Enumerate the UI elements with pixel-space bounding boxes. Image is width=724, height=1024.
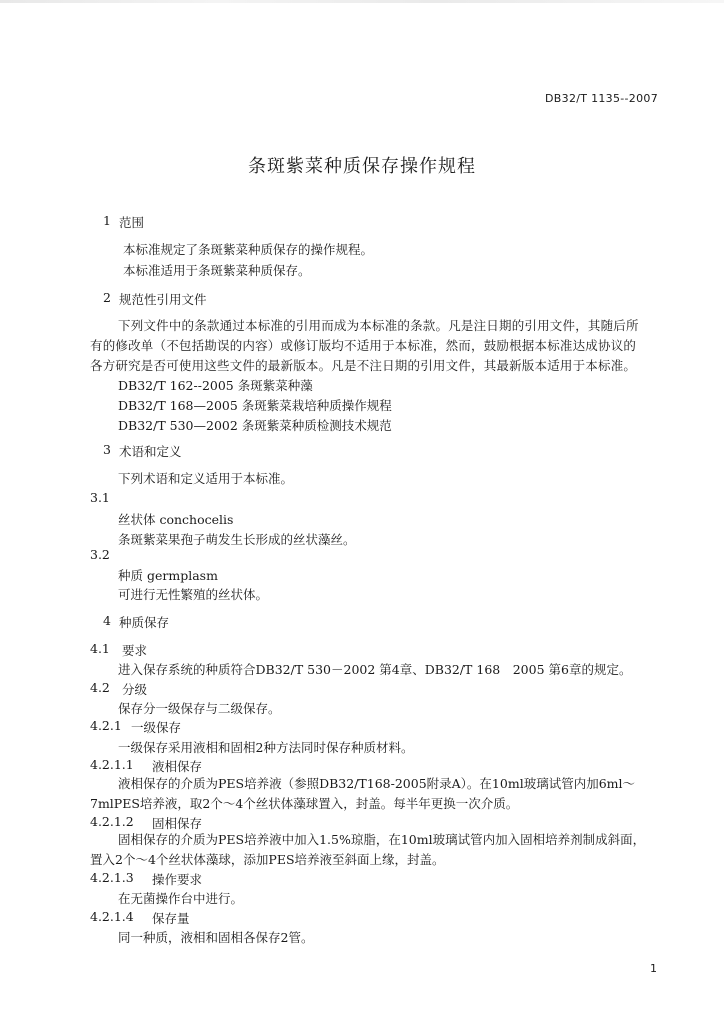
clause-4-1-text: 进入保存系统的种质符合DB32/T 530－2002 第4章、DB32/T 168 2005 第6章的规定。 [118,662,632,677]
section-2-title: 规范性引用文件 [119,292,207,307]
clause-4-2-1-1-text: 液相保存的介质为PES培养液（参照DB32/T168-2005附录A）。在10ml玻璃试管内加6ml～7mlPES培养液，取2个～4个丝状体藻球置入，封盖。每半年更换一次介质。 [90,776,635,811]
clause-4-2-1-text: 一级保存采用液相和固相2种方法同时保存种质材料。 [118,740,414,755]
section-1-number: 1 [103,213,111,228]
term-2-definition: 可进行无性繁殖的丝状体。 [118,587,269,602]
clause-4-2-1-2-text: 固相保存的介质为PES培养液中加入1.5%琼脂，在10ml玻璃试管内加入固相培养剂制成斜面，置入2个～4个丝状体藻球，添加PES培养液至斜面上缘，封盖。 [90,832,646,867]
section-1-para-2: 本标准适用于条斑紫菜种质保存。 [123,263,311,278]
section-2-number: 2 [103,290,111,305]
clause-4-2-1-1-number: 4.2.1.1 [90,757,134,772]
term-1-definition: 条斑紫菜果孢子萌发生长形成的丝状藻丝。 [118,532,356,547]
clause-4-1-title: 要求 [122,643,148,658]
page-number: 1 [650,962,657,975]
reference-1: DB32/T 162--2005 条斑紫菜种藻 [118,378,313,393]
clause-4-2-1-4-text: 同一种质，液相和固相各保存2管。 [118,930,314,945]
clause-4-2-1-1-title: 液相保存 [152,759,203,774]
section-4-title: 种质保存 [119,615,170,630]
section-3-number: 3 [103,442,111,457]
clause-4-1-number: 4.1 [90,641,110,656]
standard-code: DB32/T 1135--2007 [545,92,658,105]
section-3-para: 下列术语和定义适用于本标准。 [118,471,294,486]
clause-4-2-1-title: 一级保存 [131,720,182,735]
clause-4-2-1-3-text: 在无菌操作台中进行。 [118,891,244,906]
term-2-number: 3.2 [90,547,110,562]
scan-edge [0,0,724,3]
clause-4-2-title: 分级 [122,682,148,697]
clause-4-2-1-number: 4.2.1 [90,718,122,733]
reference-2: DB32/T 168—2005 条斑紫菜栽培种质操作规程 [118,398,392,413]
clause-4-2-1-2-number: 4.2.1.2 [90,814,134,829]
reference-3: DB32/T 530—2002 条斑紫菜种质检测技术规范 [118,418,392,433]
section-3-title: 术语和定义 [119,444,182,459]
clause-4-2-1-3-title: 操作要求 [152,872,203,887]
clause-4-2-1-4-title: 保存量 [152,911,190,926]
term-2-name: 种质 germplasm [118,568,218,583]
term-1-name: 丝状体 conchocelis [118,512,234,527]
section-1-para-1: 本标准规定了条斑紫菜种质保存的操作规程。 [123,242,374,257]
section-2-para: 下列文件中的条款通过本标准的引用而成为本标准的条款。凡是注日期的引用文件，其随后所有的修改单（不包括勘误的内容）或修订版均不适用于本标准，然而，鼓励根据本标准达成协议的各方研究是否可使用这些文件的最新版本。凡是不注日期的引用文件，其最新版本适用于本标准。 [90,318,639,373]
page-title: 条斑紫菜种质保存操作规程 [248,156,476,177]
clause-4-2-1-4-number: 4.2.1.4 [90,909,134,924]
clause-4-2-number: 4.2 [90,680,110,695]
clause-4-2-1-2-title: 固相保存 [152,816,203,831]
clause-4-2-1-3-number: 4.2.1.3 [90,870,134,885]
section-1-title: 范围 [119,215,145,230]
term-1-number: 3.1 [90,490,110,505]
section-4-number: 4 [103,613,111,628]
clause-4-2-text: 保存分一级保存与二级保存。 [118,701,281,716]
